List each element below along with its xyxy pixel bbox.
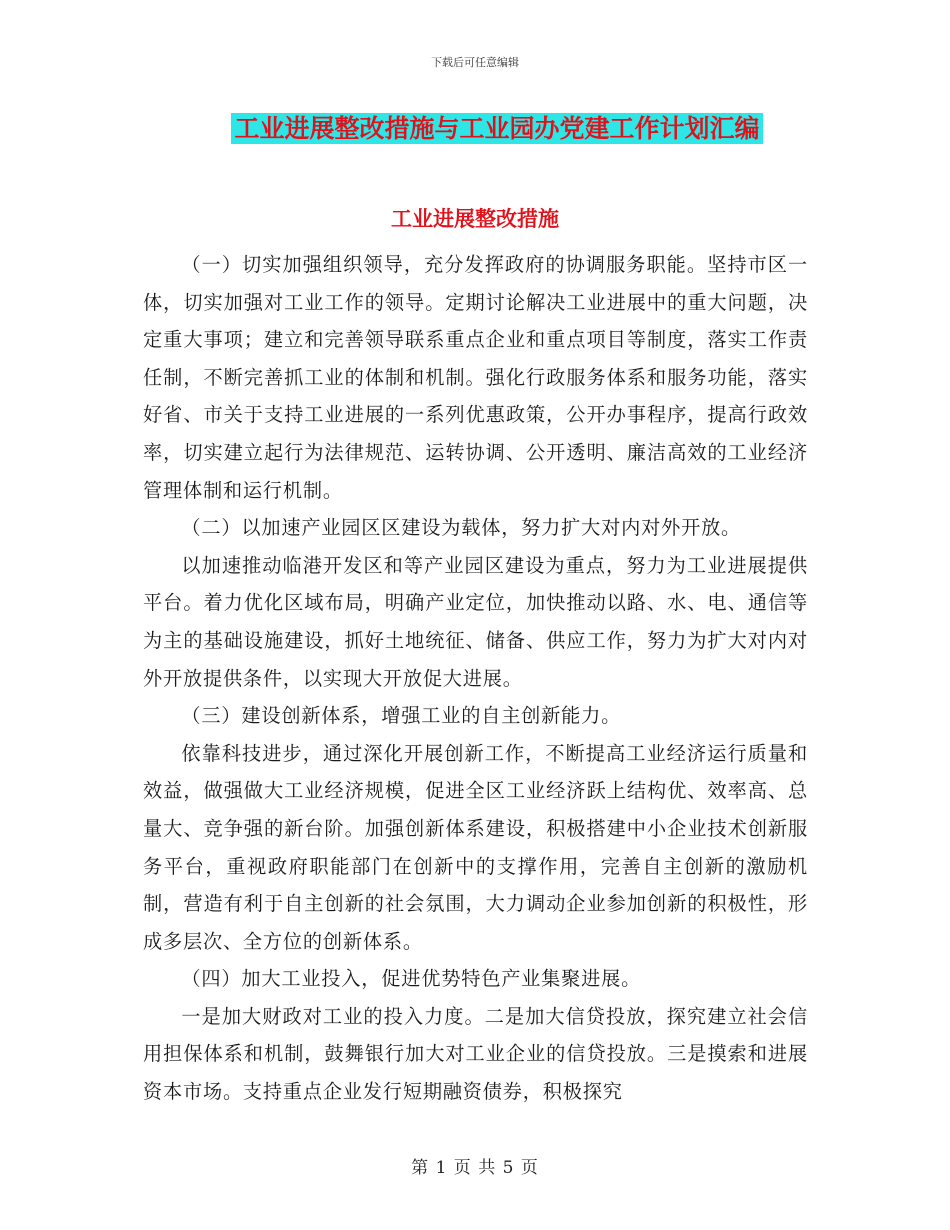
paragraph: 依靠科技进步，通过深化开展创新工作，不断提高工业经济运行质量和效益，做强做大工业经济规模，促进全区工业经济跃上结构优、效率高、总量大、竞争强的新台阶。加强创新体系建设，积极搭建中小企业技术创新服务平台，重视政府职能部门在创新中的支撑作用，完善自主创新的激励机制，营造有利于自主创新的社会氛围，大力调动企业参加创新的积极性，形成多层次、全方位的创新体系。 [143,741,808,953]
section-title: 工业进展整改措施 [391,207,559,231]
paragraph: （三）建设创新体系，增强工业的自主创新能力。 [181,704,622,728]
paragraph: 一是加大财政对工业的投入力度。二是加大信贷投放，探究建立社会信用担保体系和机制，鼓舞银行加大对工业企业的信贷投放。三是摸索和进展资本市场。支持重点企业发行短期融资债券，积极探究 [143,1004,808,1104]
paragraph: 以加速推动临港开发区和等产业园区建设为重点，努力为工业进展提供平台。着力优化区域布局，明确产业定位，加快推动以路、水、电、通信等为主的基础设施建设，抓好土地统征、储备、供应工作，努力为扩大对内对外开放提供条件，以实现大开放促大进展。 [143,553,808,690]
document-body [143,246,808,1111]
paragraph: （四）加大工业投入，促进优势特色产业集聚进展。 [181,967,642,991]
document-title: 工业进展整改措施与工业园办党建工作计划汇编 [231,113,762,144]
page-header-note: 下载后可任意编辑 [431,56,519,69]
paragraph: （一）切实加强组织领导，充分发挥政府的协调服务职能。坚持市区一体，切实加强对工业工作的领导。定期讨论解决工业进展中的重大问题，决定重大事项；建立和完善领导联系重点企业和重点项目等制度，落实工作责任制，不断完善抓工业的体制和机制。强化行政服务体系和服务功能，落实好省、市关于支持工业进展的一系列优惠政策，公开办事程序，提高行政效率，切实建立起行为法律规范、运转协调、公开透明、廉洁高效的工业经济管理体制和运行机制。 [143,253,808,502]
paragraph: （二）以加速产业园区区建设为载体，努力扩大对内对外开放。 [181,516,742,540]
page-footer: 第 1 页 共 5 页 [411,1158,539,1178]
document-title-container [0,113,950,144]
